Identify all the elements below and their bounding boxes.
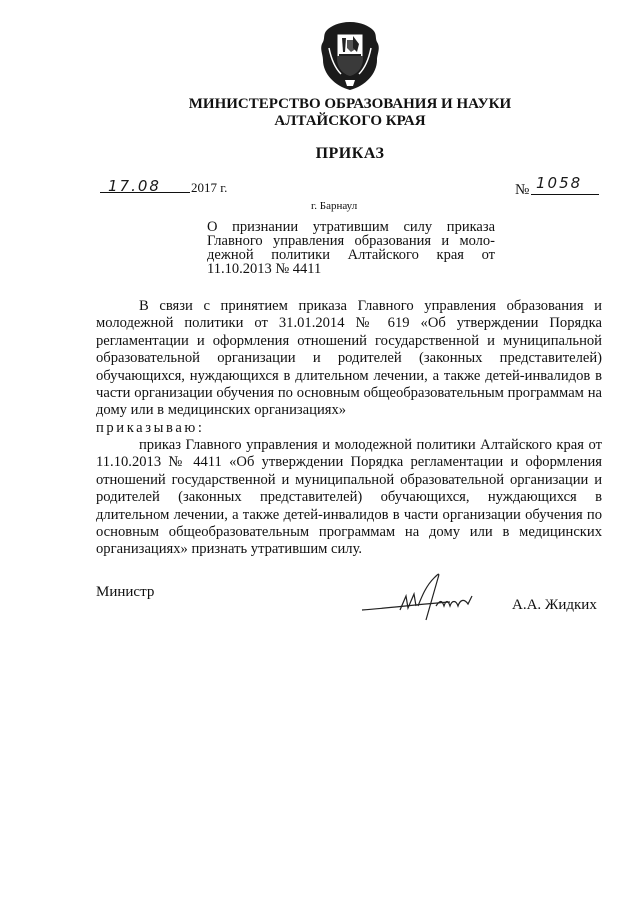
order-subject — [207, 220, 495, 276]
subject-line: О признании утратившим силу приказа — [207, 219, 495, 235]
ministry-name-line1: МИНИСТЕРСТВО ОБРАЗОВАНИЯ И НАУКИ — [188, 96, 512, 112]
date-underline — [100, 192, 190, 193]
signatory-name: А.А. Жидких — [512, 597, 597, 613]
handwritten-date: 17.08 — [108, 177, 161, 195]
ministry-name-line2: АЛТАЙСКОГО КРАЯ — [274, 113, 426, 129]
coat-of-arms-emblem — [317, 18, 383, 92]
number-underline — [531, 194, 599, 195]
subject-line: дежной политики Алтайского края от — [207, 247, 495, 263]
subject-line: Главного управления образования и моло- — [207, 233, 495, 249]
city-label: г. Барнаул — [311, 200, 358, 212]
order-paragraph: приказ Главного управления и молодежной политики Алтайского края от 11.10.2013 № 4411 «Об утверждении Порядка регламентации и оформления отношений государственной и муниципальной образовательной организации и родителей (законных представителей) обучающихся, нуждающихся в длительном лечении, а также детей-инвалидов в части организации обучения по основным общеобразовательным программам на дому или в медицинских организациях» признать утратившим силу. — [96, 437, 602, 558]
date-year: 2017 г. — [191, 180, 228, 195]
order-word: приказываю: — [96, 420, 205, 436]
document-type-title: ПРИКАЗ — [315, 145, 385, 162]
signatory-title: Министр — [96, 584, 155, 600]
handwritten-signature — [360, 566, 510, 626]
handwritten-number: 1058 — [536, 174, 583, 192]
subject-line: 11.10.2013 № 4411 — [207, 261, 322, 277]
preamble-paragraph: В связи с принятием приказа Главного управления образования и молодежной политики от 31.01.2014 № 619 «Об утверждении Порядка регламентации и оформления отношений государственной и муниципальной образовательной организации и родителей (законных представителей) обучающихся, нуждающихся в длительном лечении, а также детей-инвалидов в части организации обучения по основным общеобразовательным программам на дому или в медицинских организациях» — [96, 298, 602, 419]
number-sign: № — [515, 182, 530, 198]
